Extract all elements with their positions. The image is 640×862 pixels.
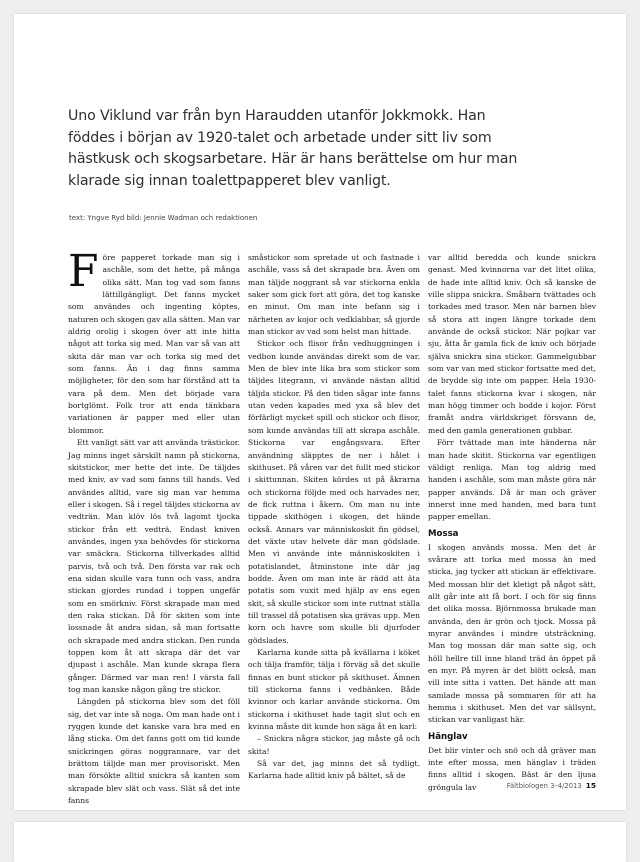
magazine-issue: Fältbiologen 3–4/2013 [506, 782, 582, 790]
text-column-2 [248, 252, 420, 783]
text-column-1 [68, 246, 240, 807]
paragraph: I skogen används mossa. Men det är svårare att torka med mossa än med sticka, jag tycker att stickan är effektivare. Med mossan blir det kletigt på något sätt, allt går inte att få bort. I och för sig finns det olika mossa. Björnmossa brukade man använda, den är grön och tjock. Mossa på myrar användes i mindre utsträckning. Man tog mossan där man satte sig, och höll hellre till inne bland träd än öppet på en myr. På myren är det blött också, man vill inte sitta i vatten. Det hände att man samlade mossa på sommaren för att ha hemma i skithuset. Men det var sällsynt, stickan var vanligast här. [428, 542, 596, 725]
paragraph: Längden på stickorna blev som det föll sig, det var inte så noga. Om man hade ont i ryggen kunde det kanske vara bra med en lång sticka. Om det fanns gott om tid kunde snickringen göras noggrannare, var det brättom täljde man mer provisoriskt. Men man försökte alltid snickra så kanten som skrapade blev slät och vass. Slät så det inte fanns [68, 697, 240, 806]
section-heading-mossa: Mossa [428, 528, 459, 539]
paragraph-text: öre papperet torkade man sig i aschåle, som det hette, på många olika sätt. Man tog vad som fanns lättillgängligt. Det fanns mycket som användes och ingenting köptes, naturen och skogen gav alla sätten. Man var aldrig orolig i skogen över att inte hitta något att torka sig med. Man var så van att skita där man var och torka sig med det som fanns. Än i dag finns samma möjligheter, för den som har förstånd att ta vara på dem. Men det började vara bortglömt. Folk tror att enda tänkbara variationen är papper med eller utan blommor. [68, 253, 240, 435]
paragraph [68, 246, 240, 437]
text-column-3 [428, 252, 596, 794]
page-number: 15 [585, 781, 596, 790]
paragraph: småstickor som spretade ut och fastnade i aschåle, vass så det skrapade bra. Även om man täljde noggrant så var stickorna enkla saker som gick fort att göra, det tog kanske en minut. Om man inte befann sig i närheten av kojor och vedklabbar, så gjorde man stickor av vad som helst man hittade. [248, 253, 420, 337]
paragraph: Så var det, jag minns det så tydligt. Karlarna hade alltid kniv på bältet, så de [248, 759, 420, 781]
paragraph: Karlarna kunde sitta på kvällarna i köket och tälja framför, tälja i förväg så det skulle finnas en bunt stickor på skithuset. Ämnen till stickorna fanns i vedbänken. Både kvinnor och karlar använde stickorna. Om stickorna i skithuset hade tagit slut och en kvinna måste dit kunde hon säga åt en karl: [248, 648, 420, 732]
paragraph: var alltid beredda och kunde snickra genast. Med kvinnorna var det litet olika, de hade inte alltid kniv. Och så kanske de ville slippa snickra. Småbarn tvättades och torkades med trasor. Men när barnen blev så stora att ingen längre torkade dem använde de också stickor. När pojkar var sju, åtta år gamla fick de kniv och började själva snickra sina stickor. Gammelgubbar som var van med stickor fortsatte med det, de brydde sig inte om papper. Hela 1930-talet fanns stickorna kvar i skogen, när man högg timmer och bodde i kojor. Först framåt andra världskriget försvann de, med den gamla generationen gubbar. [428, 253, 596, 435]
next-page-edge [14, 822, 626, 862]
paragraph: – Snickra några stickor, jag måste gå och skita! [248, 734, 420, 756]
intro-text: Uno Viklund var från byn Haraudden utanför Jokkmokk. Han föddes i början av 1920-talet och arbetade under sitt liv som hästkusk och skogsarbetare. Här är hans berättelse om hur man klarade sig innan toalettpapperet blev vanligt. [68, 108, 518, 189]
credits-line: text: Yngve Ryd bild: Jennie Wadman och redaktionen [69, 214, 258, 222]
section-heading-hanglav: Hänglav [428, 731, 468, 742]
drop-cap: F [68, 246, 99, 297]
paragraph: Stickor och flisor från vedhuggningen i vedbon kunde användas direkt som de var. Men de blev inte lika bra som stickor som täljdes litegrann, vi använde nästan alltid täljda stickor. På den tiden sågar inte fanns utan veden kapades med yxa så blev det förfärligt mycket spill och stickor och flisor, som kunde användas till att skrapa aschåle. Stickorna var engångsvara. Efter användning släpptes de ner i hålet i skithuset. På våren var det fullt med stickor i skittunnan. Skiten kördes ut på åkrarna och stickorna följde med och harvades ner, de fick ruttna i åkern. Om man nu inte tippade skithögen i skogen, det hände också. Annars var människoskit fin gödsel, det växte utav helvete där man gödslade. Men vi använde inte människoskiten i potatislandet, åtminstone inte där jag bodde. Även om man inte är rädd att äta potatis som vuxit med hjälp av ens egen skit, så skulle stickor som inte ruttnat ställa till trassel då potatisen ska grävas upp. Men korn och havre som skulle bli djurfoder gödslades. [248, 339, 420, 645]
magazine-page [14, 14, 626, 810]
paragraph: Förr tvättade man inte händerna när man hade skitit. Stickorna var egentligen väldigt renliga. Man tog aldrig med handen i aschåle, som man måste göra när papper används. Då är man och gräver innerst inne med handen, med bara tunt papper emellan. [428, 438, 596, 522]
paragraph: Ett vanligt sätt var att använda trästickor. Jag minns inget särskilt namn på stickorna, skitstickor, mer hette det inte. De täljdes med kniv, av vad som fanns till hands. Ved användes alltid, vare sig man var hemma eller i skogen. Så i regel täljdes stickorna av vedträn. Man klöv lös två lagomt tjocka stickor från ett vedträ. Endast kniven användes, ingen yxa behövdes för stickorna var smäckra. Stickorna tillverkades alltid parvis, två och två. Den första var rak och ena sidan skulle vara tunn och vass, andra stickan gjordes rundad i toppen ungefär som en smörkniv. Först skrapade man med den raka stickan. Då för skiten som inte lossnade åt andra sidan, så man fortsatte och skrapade med andra stickan. Den runda toppen kom åt att skrapa där det var djupast i aschåle. Man kunde skrapa flera gånger. Därmed var man ren! I värsta fall tog man kanske någon gång tre stickor. [68, 438, 240, 695]
page-footer [507, 781, 596, 790]
paragraph: Det blir vinter och snö och då gräver man inte efter mossa, men hänglav i träden finns alltid i skogen. Bäst är den ljusa gröngula lav [428, 745, 596, 792]
